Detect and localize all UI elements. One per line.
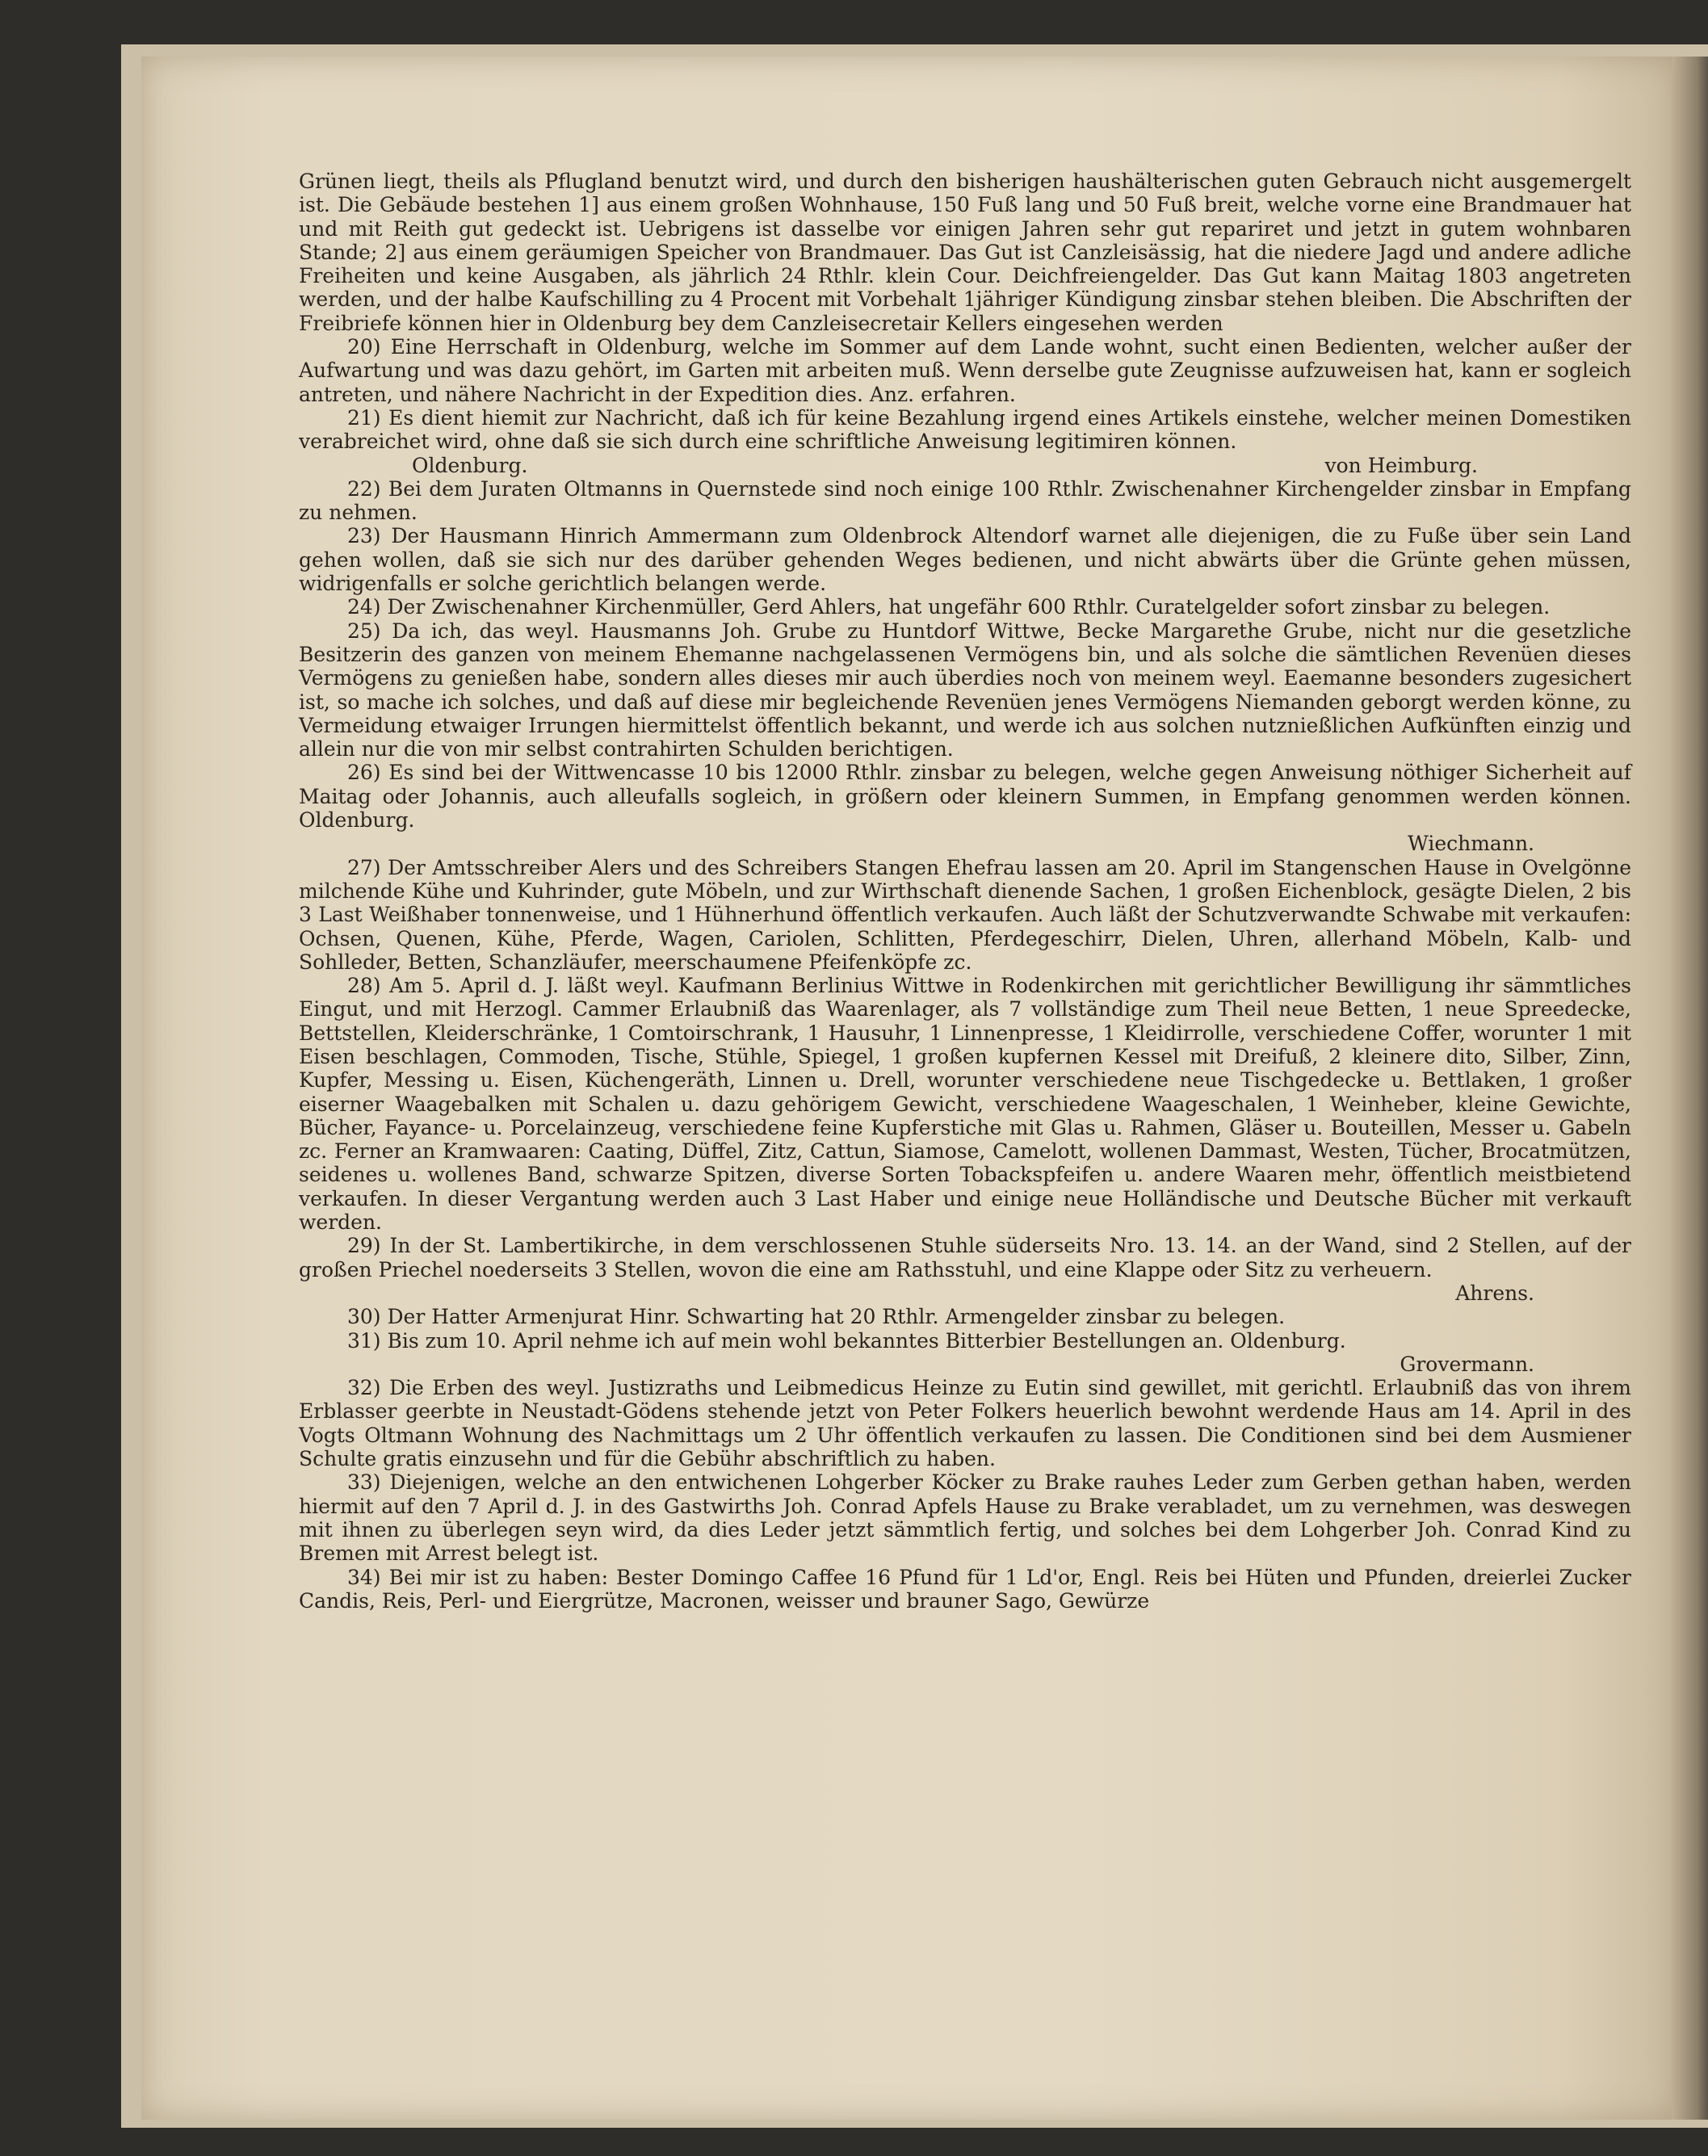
- paragraph-30: 30) Der Hatter Armenjurat Hinr. Schwarting hat 20 Rthlr. Armengelder zinsbar zu belegen.: [347, 1305, 1286, 1329]
- signature-name: Wiechmann.: [1408, 832, 1534, 856]
- paragraph-24: 24) Der Zwischenahner Kirchenmüller, Gerd Ahlers, hat ungefähr 600 Rthlr. Curatelgelder sofort zinsbar zu belegen.: [347, 595, 1551, 619]
- signature-name: Grovermann.: [1400, 1352, 1534, 1376]
- paragraph-29: 29) In der St. Lambertikirche, in dem verschlossenen Stuhle süderseits Nro. 13. 14. an der Wand, sind 2 Stellen, auf der großen Priechel noederseits 3 Stellen, wovon die eine am Rathsstuhl, und eine Klappe oder Sitz zu verheuern.: [299, 1234, 1631, 1281]
- paragraph-19-continued: Grünen liegt, theils als Pflugland benutzt wird, und durch den bisherigen haushälterischen guten Gebrauch nicht ausgemergelt ist. Die Gebäude bestehen 1] aus einem großen Wohnhause, 150 Fuß lang und 50 Fuß breit, welche vorne eine Brandmauer hat und mit Reith gut gedeckt ist. Uebrigens ist dasselbe vor einigen Jahren sehr gut repariret und jetzt in gutem wohnbaren Stande; 2] aus einem geräumigen Speicher von Brandmauer. Das Gut ist Canzleisässig, hat die niedere Jagd und andere adliche Freiheiten und keine Ausgaben, als jährlich 24 Rthlr. klein Cour. Deichfreiengelder. Das Gut kann Maitag 1803 angetreten werden, und der halbe Kaufschilling zu 4 Procent mit Vorbehalt 1jähriger Kündigung zinsbar stehen bleiben. Die Abschriften der Freibriefe können hier in Oldenburg bey dem Canzleisecretair Kellers eingesehen werden: [299, 170, 1631, 335]
- signature-name: Ahrens.: [1455, 1281, 1534, 1305]
- paragraph-26: 26) Es sind bei der Wittwencasse 10 bis 12000 Rthlr. zinsbar zu belegen, welche gegen Anweisung nöthiger Sicherheit auf Maitag oder Johannis, auch alleufalls sogleich, in größern oder kleinern Summen, in Empfang genommen werden können. Oldenburg.: [299, 761, 1631, 833]
- paragraph-33: 33) Diejenigen, welche an den entwichenen Lohgerber Köcker zu Brake rauhes Leder zum Gerben gethan haben, werden hiermit auf den 7 April d. J. in des Gastwirths Joh. Conrad Apfels Hause zu Brake verabladet, um zu vernehmen, was deswegen mit ihnen zu überlegen seyn wird, da dies Leder jetzt sämmtlich fertig, und solches bei dem Lohgerber Joh. Conrad Kind zu Bremen mit Arrest belegt ist.: [299, 1470, 1631, 1566]
- paragraph-20: 20) Eine Herrschaft in Oldenburg, welche im Sommer auf dem Lande wohnt, sucht einen Bedienten, welcher außer der Aufwartung und was dazu gehört, im Garten mit arbeiten muß. Wenn derselbe gute Zeugnisse aufzuweisen hat, kann er sogleich antreten, und nähere Nachricht in der Expedition dies. Anz. erfahren.: [299, 335, 1631, 406]
- paragraph-32: 32) Die Erben des weyl. Justizraths und Leibmedicus Heinze zu Eutin sind gewillet, mit gerichtl. Erlaubniß das von ihrem Erblasser geerbte in Neustadt-Gödens stehende jetzt von Peter Folkers heuerlich bewohnt werdende Haus am 14. April in des Vogts Oltmann Wohnung des Nachmittags um 2 Uhr öffentlich verkaufen zu lassen. Die Conditionen sind bei dem Ausmiener Schulte gratis einzusehn und für die Gebühr abschriftlich zu haben.: [299, 1376, 1631, 1471]
- signature-line-29: [299, 1281, 1631, 1305]
- signature-line-31: [299, 1353, 1631, 1376]
- paragraph-21: 21) Es dient hiemit zur Nachricht, daß ich für keine Bezahlung irgend eines Artikels einstehe, welcher meinen Domestiken verabreichet wird, ohne daß sie sich durch eine schriftliche Anweisung legitimiren können.: [299, 405, 1631, 454]
- signature-name: von Heimburg.: [1324, 453, 1478, 477]
- paragraph-31: 31) Bis zum 10. April nehme ich auf mein wohl bekanntes Bitterbier Bestellungen an. Oldenburg.: [347, 1328, 1346, 1353]
- paragraph-34: 34) Bei mir ist zu haben: Bester Domingo Caffee 16 Pfund für 1 Ld'or, Engl. Reis bei Hüten und Pfunden, dreierlei Zucker Candis, Reis, Perl- und Eiergrütze, Macronen, weisser und brauner Sago, Gewürze: [299, 1565, 1631, 1613]
- signature-line-26: [299, 832, 1631, 855]
- text-block: [299, 170, 1631, 2091]
- book-spine: [1672, 57, 1708, 2120]
- signature-line-21: [299, 454, 1631, 477]
- paragraph-22: 22) Bei dem Juraten Oltmanns in Quernstede sind noch einige 100 Rthlr. Zwischenahner Kirchengelder zinsbar in Empfang zu nehmen.: [299, 476, 1631, 525]
- paragraph-25: 25) Da ich, das weyl. Hausmanns Joh. Grube zu Huntdorf Wittwe, Becke Margarethe Grube, nicht nur die gesetzliche Besitzerin des ganzen von meinem Ehemanne nachgelassenen Vermögens bin, und als solche die sämtlichen Revenüen dieses Vermögens zu genießen habe, sondern alles dieses mir auch überdies noch von meinem weyl. Eaemanne besonders zugesichert ist, so mache ich solches, und daß auf diese mir begleichende Revenüen jenes Vermögens Niemanden geborgt werden könne, zu Vermeidung etwaiger Irrungen hiermittelst öffentlich bekannt, und werde ich aus solchen nutznießlichen Aufkünften einzig und allein nur die von mir selbst contrahirten Schulden berichtigen.: [299, 619, 1631, 761]
- signature-place: Oldenburg.: [412, 453, 528, 477]
- paragraph-28: 28) Am 5. April d. J. läßt weyl. Kaufmann Berlinius Wittwe in Rodenkirchen mit gerichtlicher Bewilligung ihr sämmtliches Eingut, und mit Herzogl. Cammer Erlaubniß das Waarenlager, als 7 vollständige zum Theil neue Betten, 1 neue Spreedecke, Bettstellen, Kleiderschränke, 1 Comtoirschrank, 1 Hausuhr, 1 Linnenpresse, 1 Kleidirrolle, verschiedene Coffer, worunter 1 mit Eisen beschlagen, Commoden, Tische, Stühle, Spiegel, 1 großen kupfernen Kessel mit Dreifuß, 2 kleinere dito, Silber, Zinn, Kupfer, Messing u. Eisen, Küchengeräth, Linnen u. Drell, worunter verschiedene neue Tischgedecke u. Bettlaken, 1 großer eiserner Waagebalken mit Schalen u. dazu gehörigem Gewicht, verschiedene Waageschalen, 1 Weinheber, kleine Gewichte, Bücher, Fayance- u. Porcelainzeug, verschiedene feine Kupferstiche mit Glas u. Rahmen, Gläser u. Bouteillen, Messer u. Gabeln zc. Ferner an Kramwaaren: Caating, Düffel, Zitz, Cattun, Siamose, Camelott, wollenen Dammast, Westen, Tücher, Brocatmützen, seidenes u. wollenes Band, schwarze Spitzen, diverse Sorten Tobackspfeifen u. andere Waaren mehr, öffentlich meistbietend verkaufen. In dieser Vergantung werden auch 3 Last Haber und einige neue Holländische und Deutsche Bücher mit verkauft werden.: [299, 974, 1631, 1235]
- paragraph-27: 27) Der Amtsschreiber Alers und des Schreibers Stangen Ehefrau lassen am 20. April im Stangenschen Hause in Ovelgönne milchende Kühe und Kuhrinder, gute Möbeln, und zur Wirthschaft dienende Sachen, 1 großen Eichenblock, gesägte Dielen, 2 bis 3 Last Weißhaber tonnenweise, und 1 Hühnerhund öffentlich verkaufen. Auch läßt der Schutzverwandte Schwabe mit verkaufen: Ochsen, Quenen, Kühe, Pferde, Wagen, Cariolen, Schlitten, Pferdegeschirr, Dielen, Uhren, allerhand Möbeln, Kalb- und Sohlleder, Betten, Schanzläufer, meerschaumene Pfeifenköpfe zc.: [299, 855, 1631, 974]
- paragraph-23: 23) Der Hausmann Hinrich Ammermann zum Oldenbrock Altendorf warnet alle diejenigen, die zu Fuße über sein Land gehen wollen, daß sie sich nur des darüber gehenden Weges bedienen, und nicht abwärts über die Grünte gehen müssen, widrigenfalls er solche gerichtlich belangen werde.: [299, 524, 1631, 596]
